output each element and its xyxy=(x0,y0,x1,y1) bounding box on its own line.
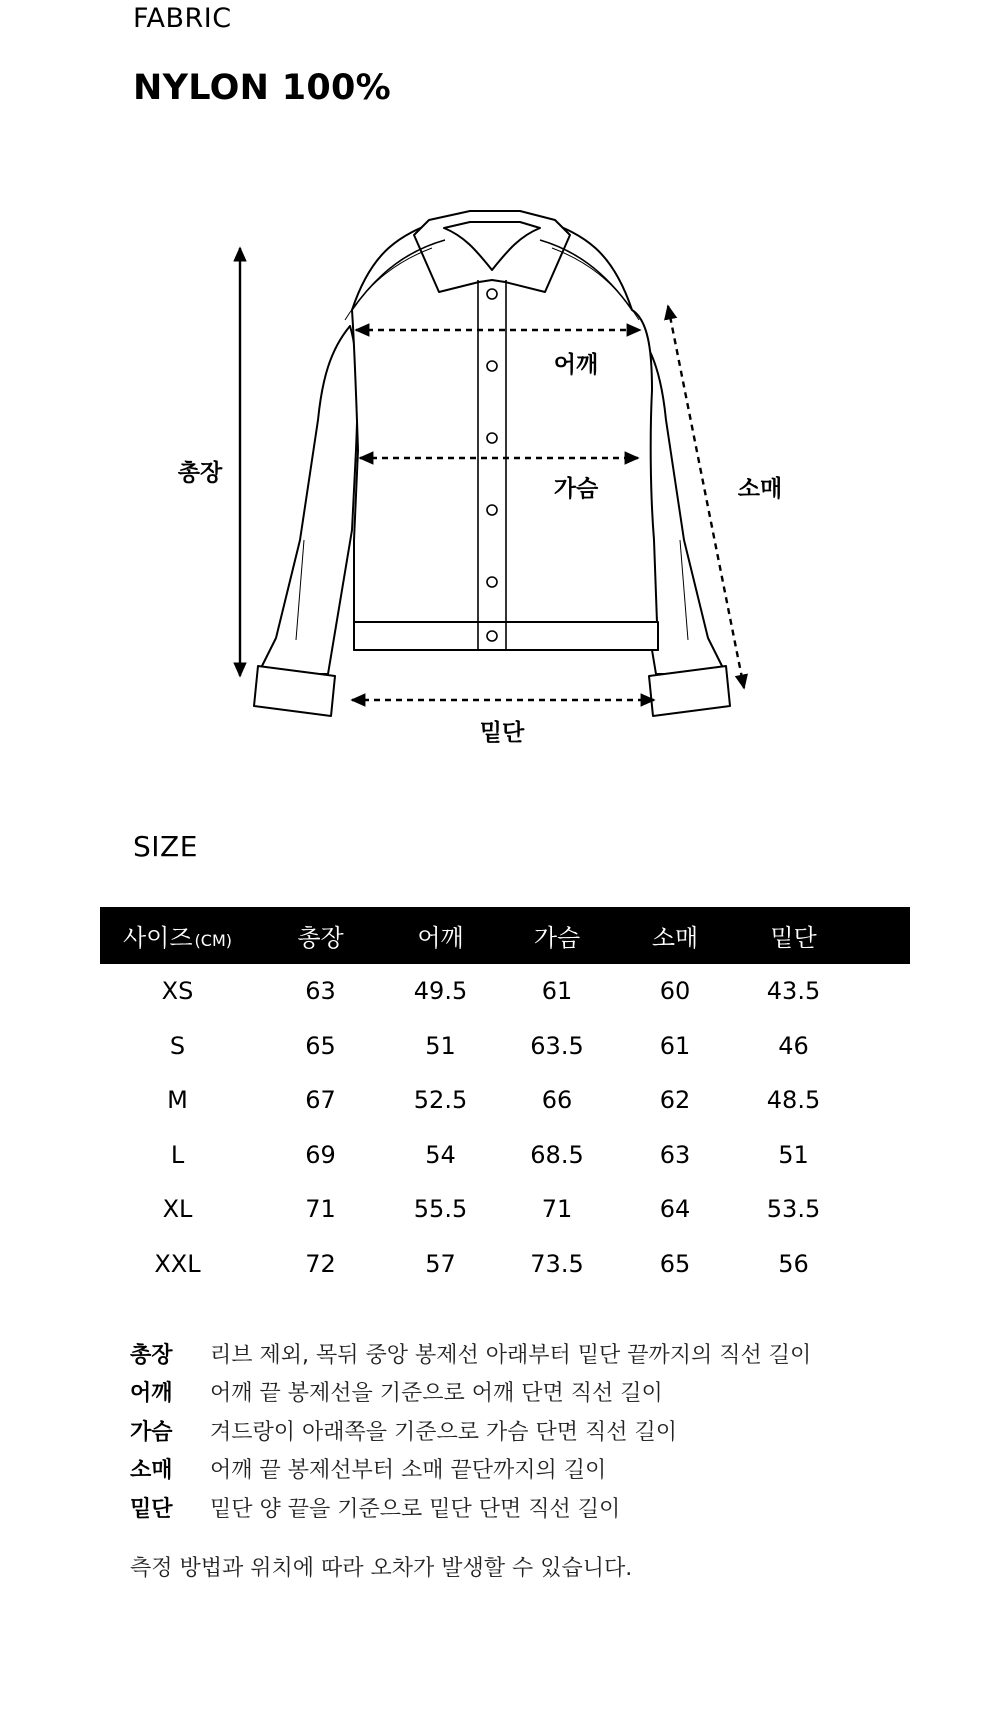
cell-size: XL xyxy=(162,1195,193,1224)
note-term: 총장 xyxy=(130,1342,173,1368)
fabric-label: FABRIC xyxy=(133,3,232,34)
cell-sleeve: 60 xyxy=(659,977,691,1006)
cell-hem: 53.5 xyxy=(766,1195,821,1224)
note-item xyxy=(130,1488,930,1527)
note-desc: 리브 제외, 목뒤 중앙 봉제선 아래부터 밑단 끝까지의 직선 길이 xyxy=(210,1342,812,1368)
button-5 xyxy=(487,577,497,587)
header-hem: 밑단 xyxy=(770,924,817,952)
measurement-notes xyxy=(130,1334,930,1527)
diagram-label-hem: 밑단 xyxy=(479,720,525,746)
note-desc: 어깨 끝 봉제선을 기준으로 어깨 단면 직선 길이 xyxy=(210,1381,663,1407)
cell-chest: 68.5 xyxy=(530,1140,584,1169)
note-item xyxy=(130,1411,930,1450)
cell-hem: 51 xyxy=(778,1140,809,1169)
jacket-measurement-diagram xyxy=(0,190,1000,770)
cell-shoulder: 55.5 xyxy=(413,1195,468,1224)
note-desc: 겨드랑이 아래쪽을 기준으로 가슴 단면 직선 길이 xyxy=(210,1419,678,1445)
cell-length: 67 xyxy=(305,1086,336,1115)
diagram-label-chest: 가슴 xyxy=(553,476,599,502)
cell-hem: 48.5 xyxy=(766,1086,821,1115)
cell-hem: 46 xyxy=(778,1031,809,1060)
cell-chest: 71 xyxy=(541,1195,573,1224)
note-item xyxy=(130,1450,930,1489)
button-4 xyxy=(487,505,497,515)
header-sleeve: 소매 xyxy=(651,924,699,952)
table-row xyxy=(100,1237,910,1292)
table-row xyxy=(100,1182,910,1237)
table-row xyxy=(100,1019,910,1074)
cell-hem: 56 xyxy=(778,1249,809,1278)
cell-size: M xyxy=(167,1086,188,1115)
cell-sleeve: 64 xyxy=(659,1195,691,1224)
note-item xyxy=(130,1334,930,1373)
cell-shoulder: 51 xyxy=(425,1031,456,1060)
cell-length: 72 xyxy=(305,1249,336,1278)
cell-length: 63 xyxy=(305,977,336,1006)
cell-shoulder: 57 xyxy=(425,1249,456,1278)
cell-sleeve: 63 xyxy=(659,1140,691,1169)
cell-hem: 43.5 xyxy=(766,977,821,1006)
header-size: 사이즈 (CM) xyxy=(122,924,233,952)
note-term: 밑단 xyxy=(130,1496,173,1522)
note-term: 어깨 xyxy=(130,1381,173,1407)
cell-chest: 63.5 xyxy=(530,1031,584,1060)
button-1 xyxy=(487,289,497,299)
note-desc: 어깨 끝 봉제선부터 소매 끝단까지의 길이 xyxy=(210,1458,607,1484)
diagram-label-shoulder: 어깨 xyxy=(553,352,599,378)
size-table-header xyxy=(100,907,910,964)
size-section-label: SIZE xyxy=(133,830,198,863)
header-length: 총장 xyxy=(297,924,344,952)
cell-sleeve: 62 xyxy=(659,1086,691,1115)
button-3 xyxy=(487,433,497,443)
header-chest: 가슴 xyxy=(533,924,581,952)
note-desc: 밑단 양 끝을 기준으로 밑단 단면 직선 길이 xyxy=(210,1496,621,1522)
cell-size: XS xyxy=(161,977,194,1006)
left-sleeve xyxy=(258,326,358,674)
table-row xyxy=(100,1073,910,1128)
cell-shoulder: 52.5 xyxy=(413,1086,468,1115)
cell-length: 65 xyxy=(305,1031,336,1060)
cell-shoulder: 54 xyxy=(425,1140,456,1169)
cell-length: 69 xyxy=(305,1140,336,1169)
disclaimer-text: 측정 방법과 위치에 따라 오차가 발생할 수 있습니다. xyxy=(130,1556,633,1581)
button-2 xyxy=(487,361,497,371)
cell-size: L xyxy=(170,1140,185,1169)
button-6 xyxy=(487,631,497,641)
cell-shoulder: 49.5 xyxy=(413,977,468,1006)
cell-size: S xyxy=(169,1031,186,1060)
table-row xyxy=(100,1128,910,1183)
note-term: 소매 xyxy=(130,1458,173,1484)
note-item xyxy=(130,1373,930,1412)
diagram-label-length: 총장 xyxy=(177,460,223,486)
cell-chest: 66 xyxy=(541,1086,573,1115)
cell-chest: 73.5 xyxy=(530,1249,584,1278)
cell-size: XXL xyxy=(154,1249,201,1278)
header-shoulder: 어깨 xyxy=(417,924,464,952)
header-unit: (CM) xyxy=(194,931,233,950)
cell-chest: 61 xyxy=(541,977,573,1006)
diagram-label-sleeve: 소매 xyxy=(737,476,783,502)
note-term: 가슴 xyxy=(130,1419,173,1445)
size-table xyxy=(100,907,910,1291)
jacket-illustration xyxy=(0,190,1000,770)
fabric-value: NYLON 100% xyxy=(133,68,392,108)
table-row xyxy=(100,964,910,1019)
left-cuff xyxy=(254,666,335,716)
cell-sleeve: 61 xyxy=(659,1031,691,1060)
right-cuff xyxy=(649,666,730,716)
cell-sleeve: 65 xyxy=(659,1249,691,1278)
cell-length: 71 xyxy=(305,1195,336,1224)
